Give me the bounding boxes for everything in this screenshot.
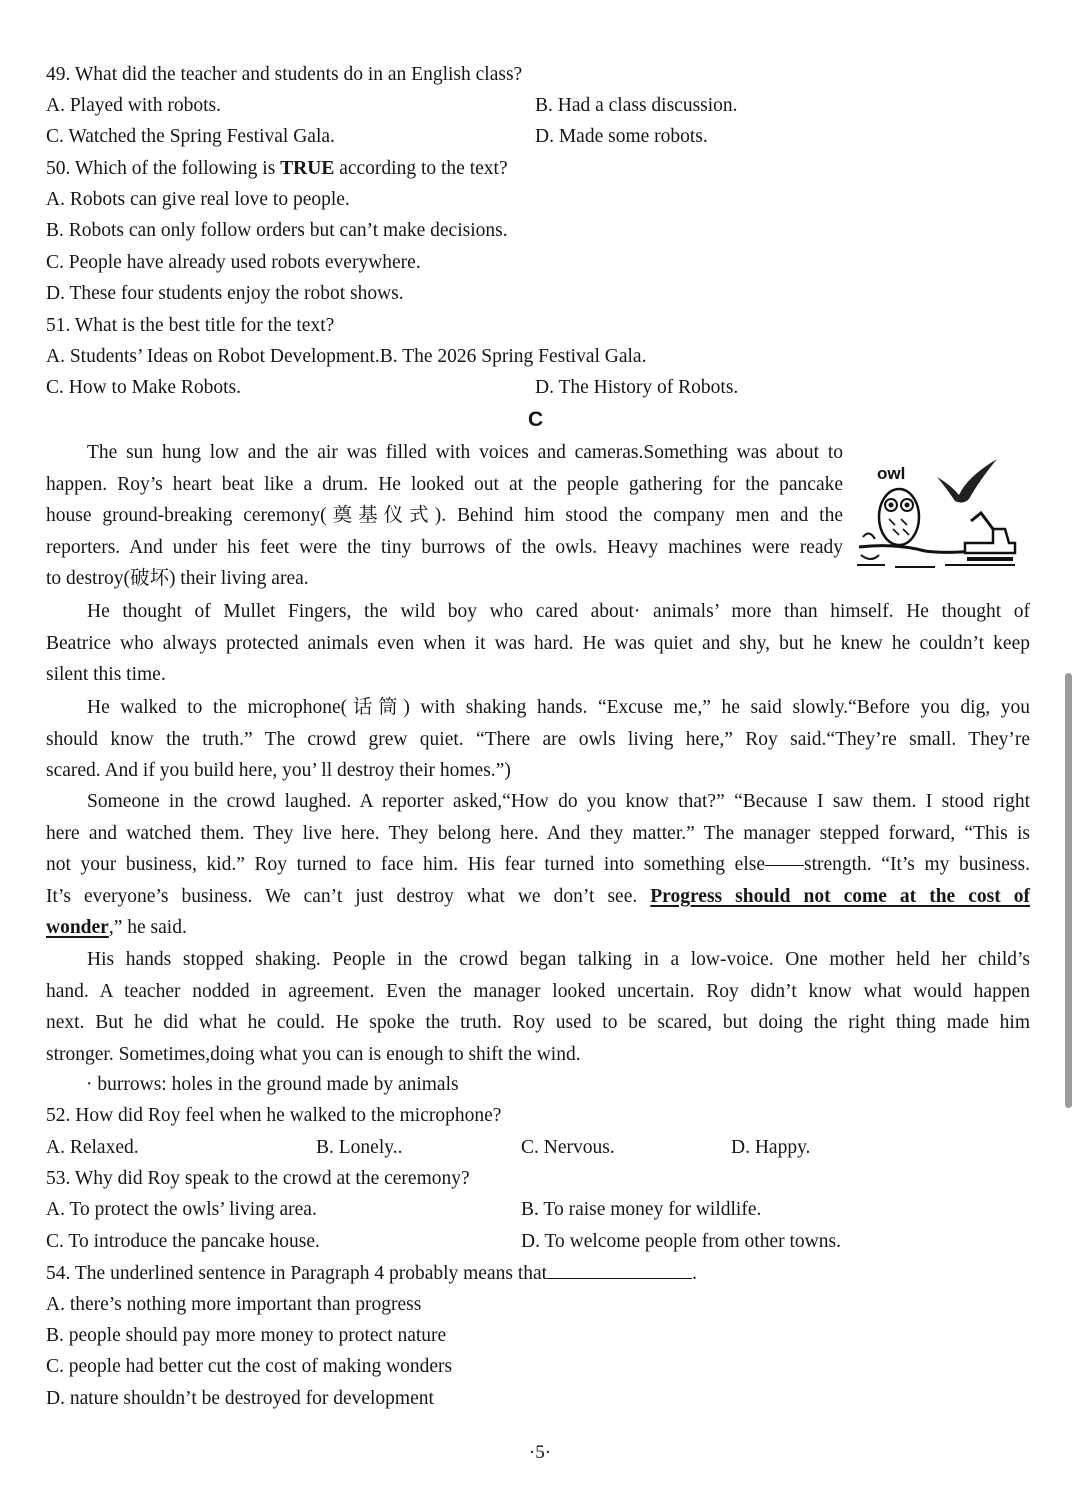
q50-option-c: C. People have already used robots everywhere. [46,252,421,273]
q51-options-ab [46,344,646,370]
p5-line: His hands stopped shaking. People in the crowd began talking in a low-voice. One mother held her child’s [87,949,1030,970]
q50-stem-bold: TRUE [280,158,335,179]
q54-option-a: A. there’s nothing more important than progress [46,1294,422,1315]
excavator-icon [965,529,1015,553]
p5-line: hand. A teacher nodded in agreement. Even the manager looked uncertain. Roy didn’t know what would happen [46,980,1030,1002]
owl-label: owl [877,464,906,483]
q50-option-a: A. Robots can give real love to people. [46,189,350,210]
p2-line: silent this time. [46,664,166,686]
p4-line: here and watched them. They live here. They belong here. And they matter.” The manager stepped forward, “This is [46,822,1030,844]
q50-stem-pre: 50. Which of the following is [46,158,281,179]
q54-stem-end: . [692,1263,697,1284]
p4-end-text: ,” he said. [108,917,187,939]
p4-line-end [46,912,1030,944]
passage-paragraph-3 [46,692,1030,787]
q54-stem-text: 54. The underlined sentence in Paragraph 4 probably means that [46,1263,548,1284]
q53-option-b: B. To raise money for wildlife. [521,1199,762,1220]
q52-option-c: C. Nervous. [521,1137,615,1158]
passage-paragraph-2 [46,596,1030,691]
p2-line: Beatrice who always protected animals even when it was hard. He was quiet and shy, but he knew he couldn’t keep [46,632,1030,654]
p1-line: reporters. And under his feet were the tiny burrows of the owls. Heavy machines were ready [46,536,843,558]
q53-option-c: C. To introduce the pancake house. [46,1231,320,1252]
owl-icon [879,489,919,545]
p2-line: He thought of Mullet Fingers, the wild boy who cared about· animals’ more than himself. He thought of [87,601,1030,622]
q53-option-a: A. To protect the owls’ living area. [46,1199,317,1220]
passage-paragraph-5 [46,944,1030,1070]
q51-option-b: B. The 2026 Spring Festival Gala. [379,346,647,367]
q54-stem [46,1260,697,1287]
section-heading: C [528,408,544,431]
q51-option-d: D. The History of Robots. [535,377,739,398]
q54-option-b: B. people should pay more money to protect nature [46,1325,447,1346]
q50-option-d: D. These four students enjoy the robot shows. [46,283,404,304]
q52-option-d: D. Happy. [731,1137,811,1158]
q54-option-c: C. people had better cut the cost of making wonders [46,1356,453,1377]
q49-option-b: B. Had a class discussion. [535,95,738,116]
q52-option-b: B. Lonely.. [316,1137,403,1158]
q49-stem: 49. What did the teacher and students do in an English class? [46,64,523,85]
footnote: · burrows: holes in the ground made by animals [86,1074,459,1095]
vertical-scrollbar[interactable] [1065,673,1072,1108]
q50-option-b: B. Robots can only follow orders but can’t make decisions. [46,220,508,241]
q53-stem: 53. Why did Roy speak to the crowd at the ceremony? [46,1168,470,1189]
p3-line: He walked to the microphone(话筒) with shaking hands. “Excuse me,” he said slowly.“Before you dig, you [87,697,1030,718]
p1-line: house ground-breaking ceremony(奠基仪式). Behind him stood the company men and the [46,505,843,527]
underlined-sentence-part1: Progress should not come at the cost of [650,885,1030,907]
q53-option-d: D. To welcome people from other towns. [521,1231,841,1252]
flying-bird-icon [937,459,997,503]
passage-paragraph-4 [46,786,1030,944]
page-number: ·5· [528,1442,552,1463]
q49-option-a: A. Played with robots. [46,95,221,116]
p4-line: Someone in the crowd laughed. A reporter asked,“How do you know that?” “Because I saw them. I stood right [87,791,1030,812]
q54-option-d: D. nature shouldn’t be destroyed for development [46,1388,434,1409]
p4-line: not your business, kid.” Roy turned to face him. His fear turned into something else——strength. “It’s my business. [46,854,1030,876]
p5-line: stronger. Sometimes,doing what you can is enough to shift the wind. [46,1043,581,1065]
p3-line: should know the truth.” The crowd grew quiet. “There are owls living here,” Roy said.“They’re small. They’re [46,728,1030,750]
p1-line: The sun hung low and the air was filled with voices and cameras.Something was about to [87,442,843,463]
q50-stem-post: according to the text? [334,158,508,179]
q52-option-a: A. Relaxed. [46,1137,139,1158]
q49-option-d: D. Made some robots. [535,126,708,147]
p1-line: to destroy(破坏) their living area. [46,568,309,590]
q51-option-c: C. How to Make Robots. [46,377,241,398]
p5-line: next. But he did what he could. He spoke the truth. Roy used to be scared, but doing the right thing made him [46,1012,1030,1034]
p3-line: scared. And if you build here, you’ ll destroy their homes.”) [46,760,511,782]
answer-blank [547,1260,692,1279]
q51-option-a: A. Students’ Ideas on Robot Development. [46,346,380,367]
q52-stem: 52. How did Roy feel when he walked to the microphone? [46,1105,502,1126]
p4-line-with-underline [46,881,1030,913]
p1-line: happen. Roy’s heart beat like a drum. He looked out at the people gathering for the pancake [46,473,843,495]
q49-option-c: C. Watched the Spring Festival Gala. [46,126,335,147]
p4-line-text: It’s everyone’s business. We can’t just destroy what we don’t see. [46,885,651,907]
q50-stem [46,156,508,182]
owl-illustration [855,455,1020,573]
q51-stem: 51. What is the best title for the text? [46,315,335,336]
underlined-sentence-part2: wonder [46,917,109,939]
